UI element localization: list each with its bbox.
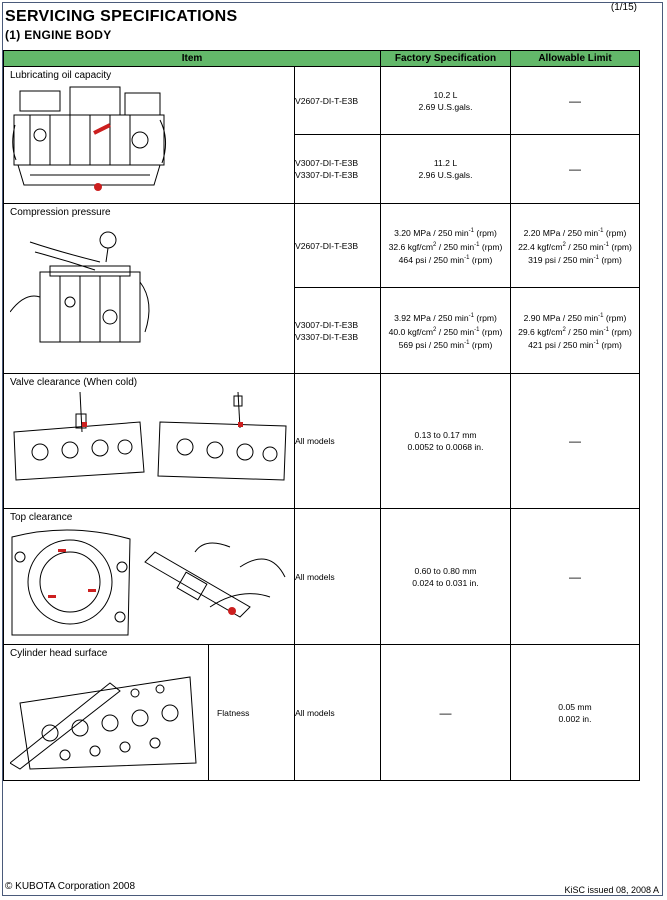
- spec-line: 0.0052 to 0.0068 in.: [407, 442, 484, 452]
- model-name: V3307-DI-T-E3B: [295, 331, 359, 342]
- spec-line: 11.2 L: [433, 158, 458, 168]
- table-row: [4, 67, 640, 135]
- spec-line: 319 psi / 250 $\min^{-1} (rpm)$: [528, 255, 622, 266]
- model-cell: All models: [295, 645, 381, 781]
- top-clearance-illustration: [10, 527, 290, 637]
- spec-line: 2.69 U.S.gals.: [418, 101, 473, 112]
- header-factory-spec: Factory Specification: [381, 51, 511, 67]
- engine-oil-illustration: [10, 85, 170, 195]
- item-label: Valve clearance (When cold): [10, 377, 138, 388]
- model-cell: All models: [295, 509, 381, 645]
- sub-item-cell: Flatness: [209, 645, 295, 781]
- copyright: © KUBOTA Corporation 2008: [5, 881, 136, 892]
- allowable-limit-cell: —: [511, 67, 640, 135]
- table-row: [4, 645, 640, 781]
- spec-line: 10.2 L: [433, 89, 458, 100]
- allowable-limit-cell: —: [511, 509, 640, 645]
- model-name: V2607-DI-T-E3B: [295, 95, 359, 106]
- page-number: (1/15): [610, 2, 637, 13]
- allowable-limit-cell: [511, 645, 640, 781]
- item-cell-valve-clearance: [4, 374, 295, 509]
- compression-gauge-illustration: [10, 222, 160, 352]
- model-name: V2607-DI-T-E3B: [295, 240, 359, 251]
- issue-note: KiSC issued 08, 2008 A: [564, 885, 659, 895]
- factory-spec-cell: [381, 204, 511, 288]
- item-label: Top clearance: [10, 512, 73, 523]
- model-cell: [295, 67, 381, 135]
- item-label: Cylinder head surface: [10, 648, 108, 659]
- factory-spec-cell: [381, 135, 511, 204]
- factory-spec-cell: [381, 374, 511, 509]
- spec-line: 0.13 to 0.17 mm: [414, 430, 477, 440]
- spec-line: 29.6 kgf/$cm^2 / 250$ $\min^{-1} (rpm)$: [518, 326, 632, 337]
- spec-line: 40.0 kgf/$cm^2 / 250$ $\min^{-1} (rpm)$: [388, 326, 503, 337]
- spec-line: 22.4 kgf/$cm^2 / 250$ $\min^{-1} (rpm)$: [518, 241, 632, 252]
- cylinder-head-illustration: [10, 663, 200, 771]
- model-name: V3007-DI-T-E3B: [295, 158, 359, 168]
- table-row: [4, 204, 640, 288]
- spec-line: 2.20 MPa / 250 $\min^{-1} (rpm)$: [523, 227, 627, 238]
- factory-spec-cell: [381, 288, 511, 374]
- section-title: (1) ENGINE BODY: [5, 28, 112, 42]
- spec-line: 0.024 to 0.031 in.: [412, 577, 479, 588]
- table-row: [4, 374, 640, 509]
- allowable-limit-cell: [511, 288, 640, 374]
- header-item: Item: [4, 51, 381, 67]
- spec-line: 569 psi / 250 $\min^{-1} (rpm)$: [398, 340, 493, 351]
- item-label: Compression pressure: [10, 207, 111, 218]
- spec-line: 0.05 mm: [558, 701, 592, 712]
- item-cell-lubricating-oil: [4, 67, 295, 204]
- spec-line: 3.92 MPa / 250 $\min^{-1} (rpm)$: [394, 312, 497, 323]
- spec-line: 0.60 to 0.80 mm: [414, 565, 477, 576]
- item-cell-cylinder-head: [4, 645, 209, 781]
- spec-line: 2.96 U.S.gals.: [418, 170, 473, 180]
- factory-spec-cell: —: [381, 645, 511, 781]
- model-cell: [295, 204, 381, 288]
- model-cell: [295, 288, 381, 374]
- spec-line: 3.20 MPa / 250 $\min^{-1} (rpm)$: [394, 227, 497, 238]
- model-name: V3007-DI-T-E3B: [295, 319, 359, 330]
- model-cell: [295, 135, 381, 204]
- model-cell: All models: [295, 374, 381, 509]
- spec-line: 2.90 MPa / 250 $\min^{-1} (rpm)$: [523, 312, 627, 323]
- spec-line: 421 psi / 250 $\min^{-1} (rpm)$: [528, 340, 622, 351]
- factory-spec-cell: [381, 67, 511, 135]
- valve-clearance-illustration: [10, 392, 290, 484]
- item-cell-top-clearance: [4, 509, 295, 645]
- table-header-row: [4, 51, 640, 67]
- table-row: [4, 509, 640, 645]
- item-label: Lubricating oil capacity: [10, 70, 112, 81]
- spec-line: 464 psi / 250 $\min^{-1} (rpm)$: [398, 255, 493, 266]
- allowable-limit-cell: —: [511, 135, 640, 204]
- spec-line: 0.002 in.: [558, 713, 592, 724]
- allowable-limit-cell: [511, 204, 640, 288]
- page-title: SERVICING SPECIFICATIONS: [5, 8, 238, 25]
- item-cell-compression: [4, 204, 295, 374]
- spec-table: [3, 50, 640, 781]
- allowable-limit-cell: —: [511, 374, 640, 509]
- model-name: V3307-DI-T-E3B: [295, 170, 359, 180]
- factory-spec-cell: [381, 509, 511, 645]
- spec-line: 32.6 kgf/$cm^2 / 250$ $\min^{-1} (rpm)$: [388, 241, 503, 252]
- header-allowable-limit: Allowable Limit: [511, 51, 640, 67]
